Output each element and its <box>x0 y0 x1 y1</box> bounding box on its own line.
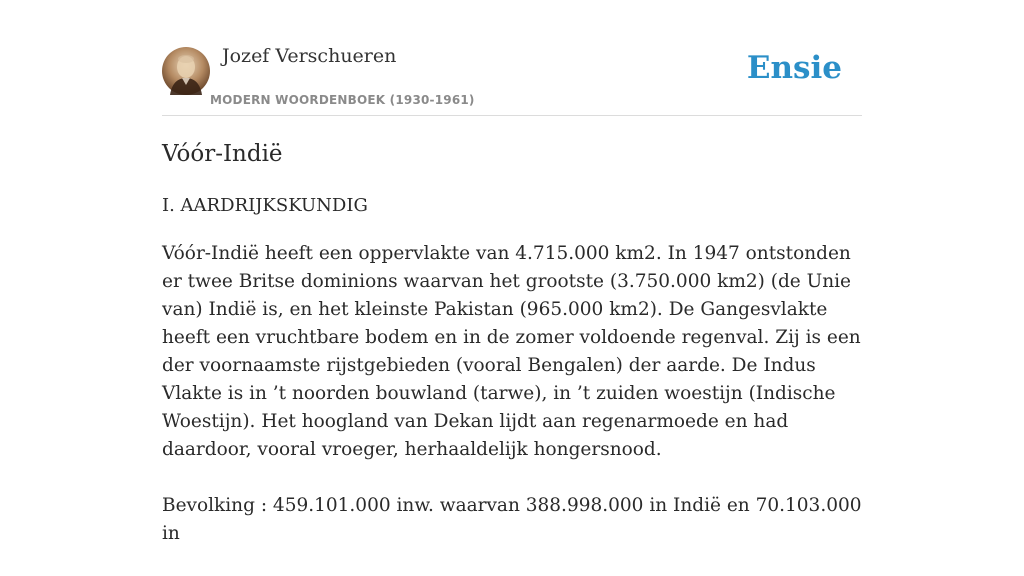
article-body <box>162 240 862 576</box>
article-paragraph: Vóór-Indië heeft een oppervlakte van 4.715.000 km2. In 1947 ontstonden er twee Britse dominions waarvan het grootste (3.750.000 km2) (de Unie van) Indië is, en het kleinste Pakistan (965.000 km2). De Gangesvlakte heeft een vruchtbare bodem en in de zomer voldoende regenval. Zij is een der voornaamste rijstgebieden (vooral Bengalen) der aarde. De Indus Vlakte is in ’t noorden bouwland (tarwe), in ’t zuiden woestijn (Indische Woestijn). Het hoogland van Dekan lijdt aan regenarmoede en had daardoor, vooral vroeger, herhaaldelijk hongersnood. <box>162 243 861 460</box>
portrait-image <box>162 47 210 95</box>
author-avatar[interactable] <box>162 47 210 95</box>
page-title: Vóór-Indië <box>162 141 283 167</box>
header <box>162 0 862 116</box>
source-label[interactable]: MODERN WOORDENBOEK (1930-1961) <box>210 93 475 107</box>
ensie-logo[interactable]: Ensie <box>746 50 842 86</box>
author-name[interactable]: Jozef Verschueren <box>222 45 397 67</box>
article-paragraph: Bevolking : 459.101.000 inw. waarvan 388.998.000 in Indië en 70.103.000 in <box>162 495 862 544</box>
section-heading: I. AARDRIJKSKUNDIG <box>162 195 368 216</box>
